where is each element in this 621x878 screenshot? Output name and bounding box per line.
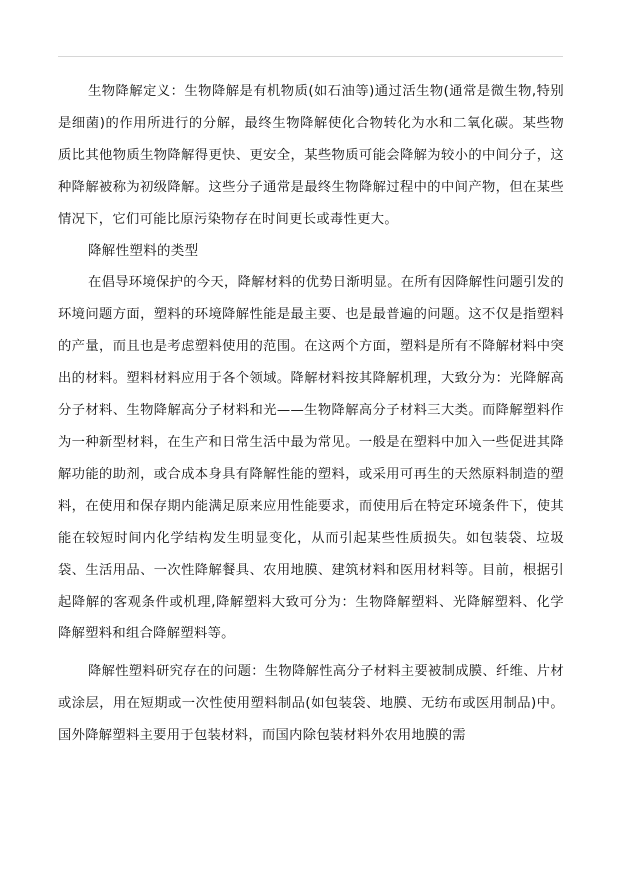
header-rule <box>58 56 563 57</box>
paragraph-definition: 生物降解定义：生物降解是有机物质(如石油等)通过活生物(通常是微生物,特别是细菌)的作用所进行的分解，最终生物降解使化合物转化为水和二氧化碳。某些物质比其他物质生物降解得更快、更安全，某些物质可能会降解为较小的中间分子，这种降解被称为初级降解。这些分子通常是最终生物降解过程中的中间产物，但在某些情况下，它们可能比原污染物存在时间更长或毒性更大。 <box>58 84 564 227</box>
document-body <box>58 76 564 752</box>
paragraph-types-body: 在倡导环境保护的今天，降解材料的优势日渐明显。在所有因降解性问题引发的环境问题方面，塑料的环境降解性能是最主要、也是最普遍的问题。这不仅是指塑料的产量，而且也是考虑塑料使用的范围。在这两个方面，塑料是所有不降解材料中突出的材料。塑料材料应用于各个领域。降解材料按其降解机理，大致分为：光降解高分子材料、生物降解高分子材料和光——生物降解高分子材料三大类。而降解塑料作为一种新型材料，在生产和日常生活中最为常见。一般是在塑料中加入一些促进其降解功能的助剂，或合成本身具有降解性能的塑料，或采用可再生的天然原料制造的塑料，在使用和保存期内能满足原来应用性能要求，而使用后在特定环境条件下，使其能在较短时间内化学结构发生明显变化，从而引起某些性质损失。如包装袋、垃圾袋、生活用品、一次性降解餐具、农用地膜、建筑材料和医用材料等。目前，根据引起降解的客观条件或机理,降解塑料大致可分为：生物降解塑料、光降解塑料、化学降解塑料和组合降解塑料等。 <box>58 275 564 642</box>
paragraph-research-problems: 降解性塑料研究存在的问题：生物降解性高分子材料主要被制成膜、纤维、片材或涂层，用在短期或一次性使用塑料制品(如包装袋、地膜、无纺布或医用制品)中。国外降解塑料主要用于包装材料，而国内除包装材料外农用地膜的需 <box>58 664 564 744</box>
section-heading-types: 降解性塑料的类型 <box>88 242 199 259</box>
